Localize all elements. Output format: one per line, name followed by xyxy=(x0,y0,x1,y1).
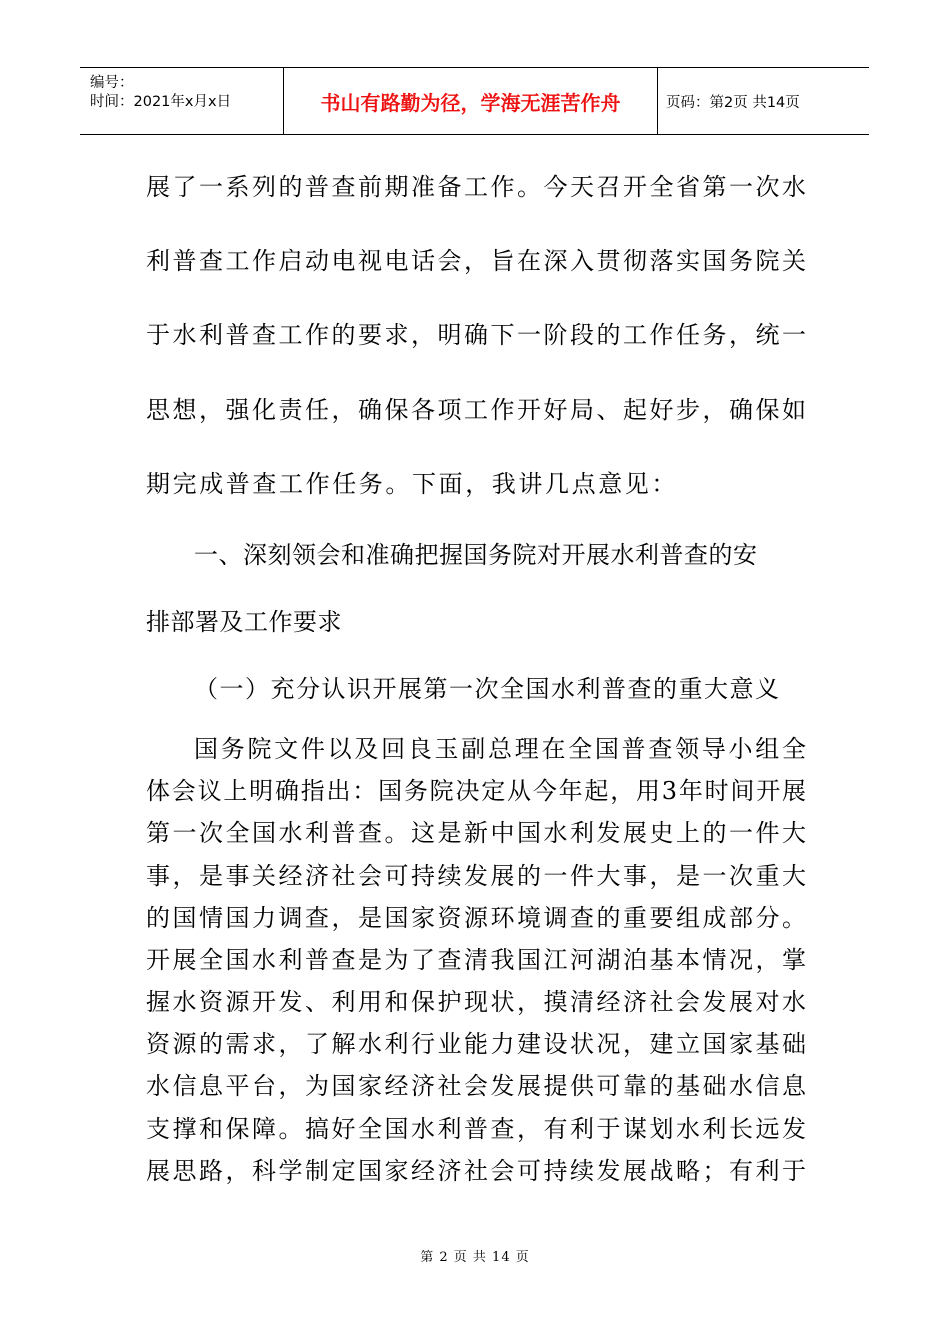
body-line: 资源的需求，了解水利行业能力建设状况，建立国家基础 xyxy=(146,1030,806,1058)
body-line: 利普查工作启动电视电话会，旨在深入贯彻落实国务院关 xyxy=(146,247,806,275)
body-line: 的国情国力调查，是国家资源环境调查的重要组成部分。 xyxy=(146,904,806,932)
body-line: 水信息平台，为国家经济社会发展提供可靠的基础水信息 xyxy=(146,1072,806,1100)
body-line: 思想，强化责任，确保各项工作开好局、起好步，确保如 xyxy=(146,396,806,424)
body-line: 第一次全国水利普查。这是新中国水利发展史上的一件大 xyxy=(146,819,806,847)
body-line: 支撑和保障。搞好全国水利普查，有利于谋划水利长远发 xyxy=(146,1115,806,1143)
body-line: 事，是事关经济社会可持续发展的一件大事，是一次重大 xyxy=(146,862,806,890)
body-line: 于水利普查工作的要求，明确下一阶段的工作任务，统一 xyxy=(146,321,806,349)
body-line: 期完成普查工作任务。下面，我讲几点意见： xyxy=(146,470,678,498)
document-date: 时间：2021年x月x日 xyxy=(90,94,232,110)
subsection-heading: （一）充分认识开展第一次全国水利普查的重大意义 xyxy=(194,675,781,703)
body-line: 体会议上明确指出：国务院决定从今年起，用3年时间开展 xyxy=(146,777,806,805)
body-line: 国务院文件以及回良玉副总理在全国普查领导小组全 xyxy=(194,735,806,763)
body-line: 展了一系列的普查前期准备工作。今天召开全省第一次水 xyxy=(146,173,806,201)
body-line: 开展全国水利普查是为了查清我国江河湖泊基本情况，掌 xyxy=(146,946,806,974)
page-header xyxy=(80,67,869,135)
body-line: 握水资源开发、利用和保护现状，摸清经济社会发展对水 xyxy=(146,988,806,1016)
page-footer: 第 2 页 共 14 页 xyxy=(420,1250,530,1265)
header-page-info: 页码：第2页 共14页 xyxy=(666,94,800,111)
header-meta xyxy=(80,68,284,134)
header-motto: 书山有路勤为径，学海无涯苦作舟 xyxy=(284,68,658,134)
body-line: 展思路，科学制定国家经济社会可持续发展战略；有利于 xyxy=(146,1157,806,1185)
section-heading-cont: 排部署及工作要求 xyxy=(146,608,342,636)
section-heading: 一、深刻领会和准确把握国务院对开展水利普查的安 xyxy=(194,541,758,569)
document-number-label: 编号： xyxy=(90,75,134,91)
